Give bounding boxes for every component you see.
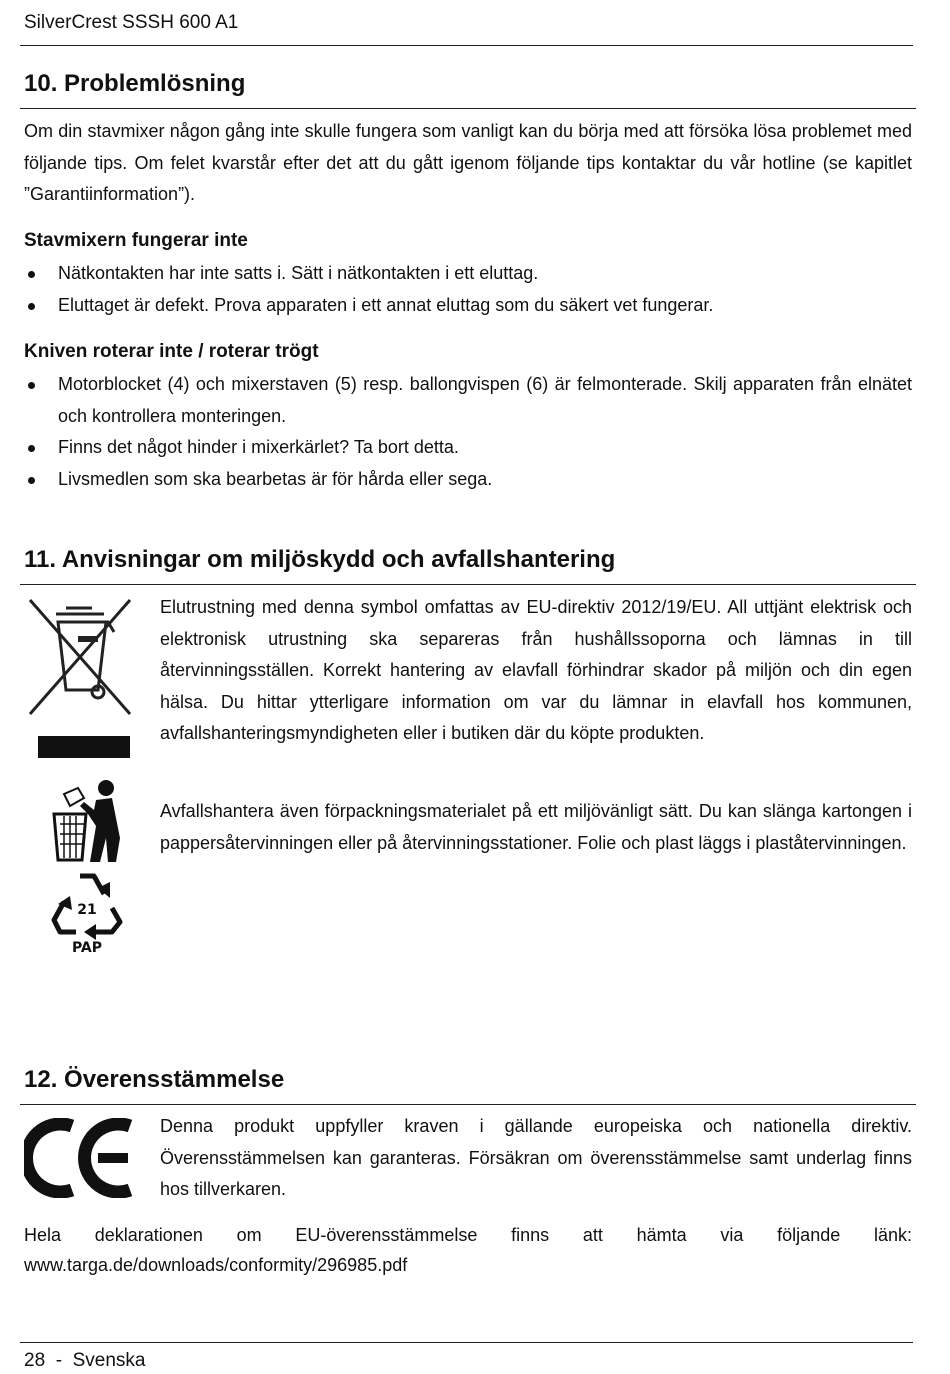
list-item: Livsmedlen som ska bearbetas är för hårda eller sega. — [24, 464, 912, 496]
bullet-icon — [28, 303, 35, 310]
bullet-icon — [28, 382, 35, 389]
section-10-rule — [20, 108, 916, 109]
conformity-link[interactable]: www.targa.de/downloads/conformity/296985.pdf — [24, 1255, 408, 1275]
ce-mark-icon — [24, 1118, 136, 1198]
section-10-heading: 10. Problemlösning — [24, 70, 246, 97]
page-footer: 28 - Svenska — [24, 1350, 146, 1371]
group-title-blade: Kniven roterar inte / roterar trögt — [24, 341, 319, 362]
bullet-icon — [28, 477, 35, 484]
section-10-intro: Om din stavmixer någon gång inte skulle fungera som vanligt kan du börja med att försöka lösa problemet med följande tips. Om felet kvarstår efter det att du gått igenom följande tips kontaktar du vår hotline (se kapitlet ”Garantiinformation”). — [24, 121, 912, 204]
bullet-list-blade — [24, 369, 912, 495]
section-11-heading: 11. Anvisningar om miljöskydd och avfallshantering — [24, 546, 616, 573]
footer-rule — [20, 1342, 913, 1343]
list-item: Finns det något hinder i mixerkärlet? Ta bort detta. — [24, 432, 912, 464]
tidyman-litter-icon — [50, 778, 124, 864]
header-rule — [20, 45, 913, 46]
weee-paragraph: Elutrustning med denna symbol omfattas av EU-direktiv 2012/19/EU. All uttjänt elektrisk och elektronisk utrustning ska separeras från hushållssoporna och lämnas in till återvinningsställen. Korrekt hantering av elavfall förhindrar skador på miljön och din egen hälsa. Du hittar ytterligare information om var du lämnar in elavfall hos kommunen, avfallshanteringsmyndigheten eller i butiken där du köpte produkten. — [160, 597, 912, 743]
bullet-icon — [28, 271, 35, 278]
section-12-heading: 12. Överensstämmelse — [24, 1066, 285, 1093]
crossed-out-wheelie-bin-icon — [26, 596, 134, 762]
bullet-list-not-working — [24, 258, 912, 321]
declaration-text: Hela deklarationen om EU-överensstämmelse finns att hämta via följande länk: — [24, 1225, 912, 1245]
list-item: Nätkontakten har inte satts i. Sätt i nätkontakten i ett eluttag. — [24, 258, 912, 290]
document-header: SilverCrest SSSH 600 A1 — [24, 12, 239, 33]
list-item: Motorblocket (4) och mixerstaven (5) resp. ballongvispen (6) är felmonterade. Skilj apparaten från elnätet och kontrollera monteringen. — [24, 369, 912, 432]
section-11-rule — [20, 584, 916, 585]
list-item: Eluttaget är defekt. Prova apparaten i ett annat eluttag som du säkert vet fungerar. — [24, 290, 912, 322]
recycle-code: PAP — [71, 940, 103, 956]
recycling-pap-21-icon — [50, 868, 124, 956]
ce-paragraph: Denna produkt uppfyller kraven i gällande europeiska och nationella direktiv. Överensstämmelsen kan garanteras. Försäkran om överensstämmelse samt underlag finns hos tillverkaren. — [160, 1116, 912, 1199]
group-title-not-working: Stavmixern fungerar inte — [24, 230, 248, 251]
recycle-number: 21 — [77, 902, 97, 918]
section-12-rule — [20, 1104, 916, 1105]
bullet-icon — [28, 445, 35, 452]
packaging-paragraph: Avfallshantera även förpackningsmaterialet på ett miljövänligt sätt. Du kan slänga kartongen i pappersåtervinningen eller på återvinningsstationer. Folie och plast läggs i plaståtervinningen. — [160, 801, 912, 853]
